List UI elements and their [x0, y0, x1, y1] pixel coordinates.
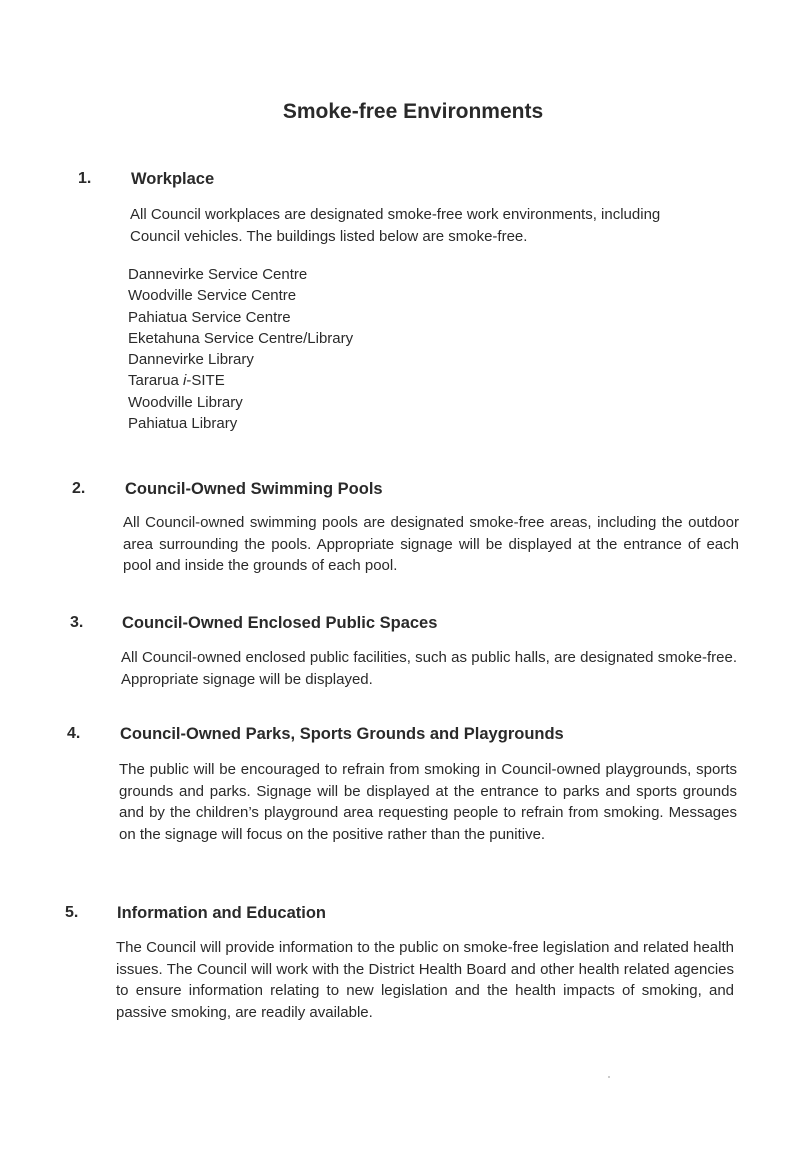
- isite-prefix: Tararua: [128, 372, 184, 390]
- section-number: 1.: [78, 170, 92, 187]
- section-body: All Council-owned swimming pools are designated smoke-free areas, including the outdoor area surrounding the pools. Appropriate signage will be displayed at the entrance of each pool and inside the grounds of each pool.: [123, 514, 739, 574]
- list-item-isite: [128, 370, 353, 391]
- section-number: 3.: [70, 614, 84, 631]
- scan-speck: [608, 1076, 610, 1078]
- list-item: Dannevirke Library: [128, 351, 254, 369]
- list-item: Dannevirke Service Centre: [128, 266, 308, 283]
- isite-italic-i: i: [183, 372, 187, 390]
- section-heading: Council-Owned Swimming Pools: [125, 480, 383, 498]
- section-number: 2.: [72, 480, 86, 497]
- list-item: Pahiatua Library: [128, 415, 238, 433]
- section-heading: Workplace: [131, 170, 215, 188]
- section-body: All Council-owned enclosed public facilities, such as public halls, are designated smoke-free. Appropriate signage will be displayed.: [121, 649, 737, 688]
- list-item: Woodville Service Centre: [128, 287, 297, 305]
- isite-suffix: -SITE: [186, 372, 225, 390]
- section-heading: Council-Owned Parks, Sports Grounds and Playgrounds: [120, 725, 564, 743]
- section-number: 4.: [67, 725, 81, 742]
- section-heading: Information and Education: [117, 904, 326, 922]
- page-title: Smoke-free Environments: [282, 100, 544, 123]
- building-list: [128, 264, 353, 434]
- section-body: The public will be encouraged to refrain from smoking in Council-owned playgrounds, sports grounds and parks. Signage will be displayed at the entrance to parks and sports grounds and by the children’s playground area requesting people to refrain from smoking. Messages on the signage will focus on the positive rather than the punitive.: [119, 761, 737, 843]
- section-heading: Council-Owned Enclosed Public Spaces: [122, 614, 438, 632]
- section-body: All Council workplaces are designated smoke-free work environments, including Council vehicles. The buildings listed below are smoke-free.: [130, 206, 661, 245]
- list-item: Woodville Library: [128, 393, 243, 411]
- list-item: Eketahuna Service Centre/Library: [128, 329, 354, 347]
- section-number: 5.: [65, 904, 79, 921]
- list-item: Pahiatua Service Centre: [128, 308, 291, 326]
- section-body: The Council will provide information to the public on smoke-free legislation and related health issues. The Council will work with the District Health Board and other health related agencies to ensure information relating to new legislation and the health impacts of smoking, and passive smoking, are readily available.: [116, 939, 734, 1021]
